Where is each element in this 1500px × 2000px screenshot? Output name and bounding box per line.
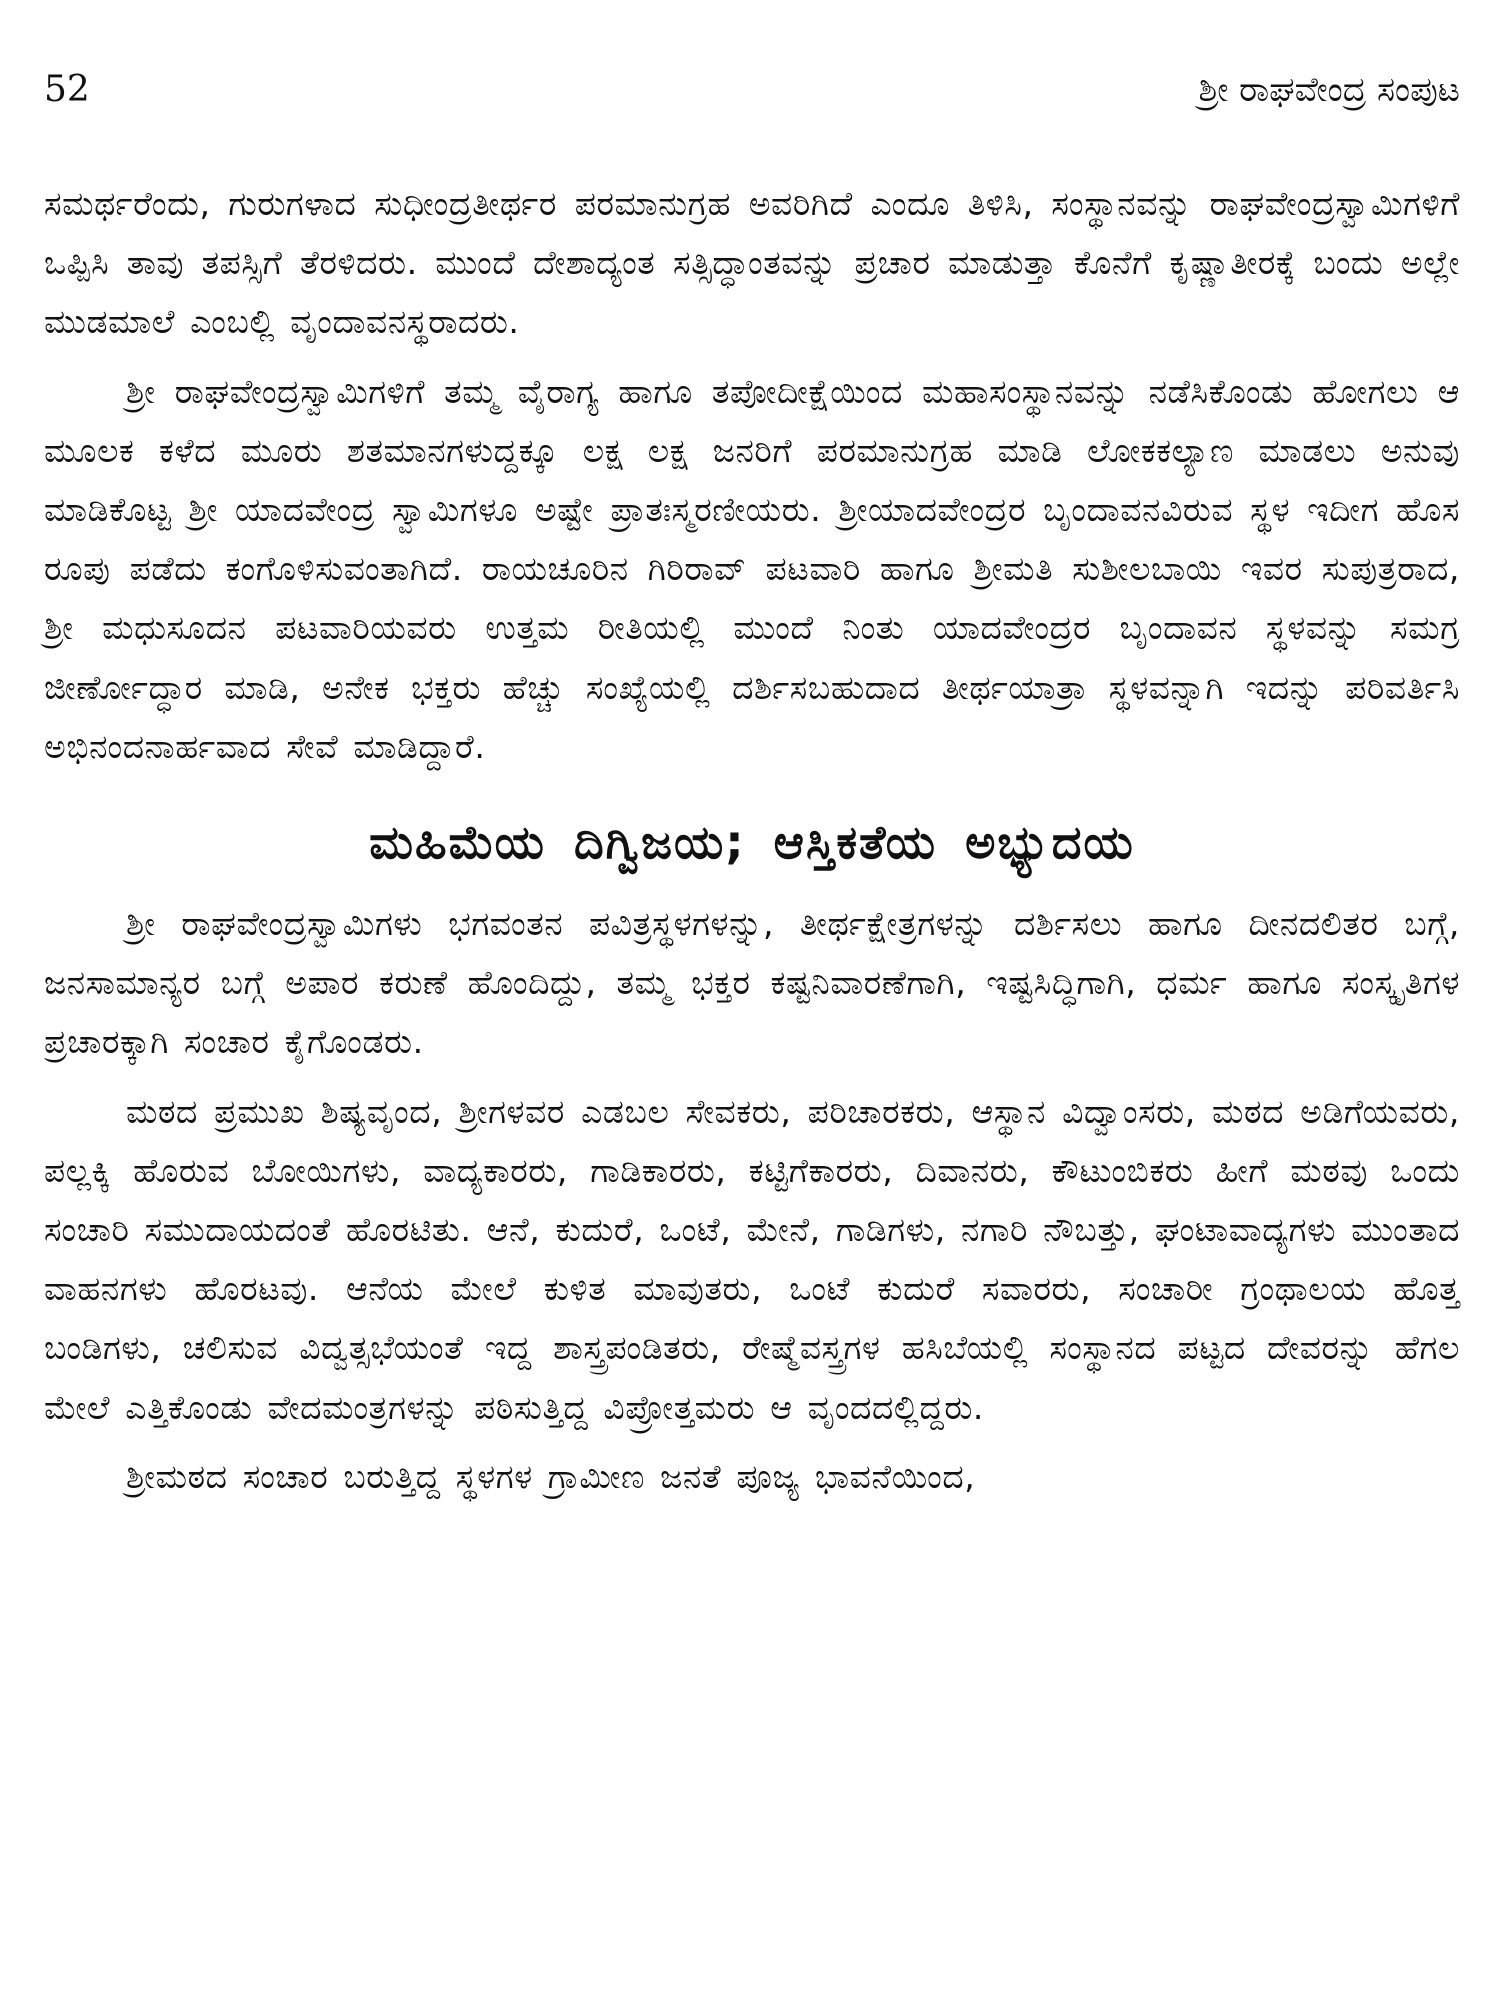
- page-header: [44, 69, 1460, 136]
- running-title: ಶ್ರೀ ರಾಘವೇಂದ್ರ ಸಂಪುಟ: [1198, 70, 1460, 110]
- section-heading: ಮಹಿಮೆಯ ದಿಗ್ವಿಜಯ; ಆಸ್ತಿಕತೆಯ ಅಭ್ಯುದಯ: [369, 815, 1135, 870]
- paragraph-procession: ಮಠದ ಪ್ರಮುಖ ಶಿಷ್ಯವೃಂದ, ಶ್ರೀಗಳವರ ಎಡಬಲ ಸೇವಕರು, ಪರಿಚಾರಕರು, ಆಸ್ಥಾನ ವಿದ್ವಾಂಸರು, ಮಠದ ಅಡಿಗೆಯವರು, ಪಲ್ಲಕ್ಕಿ ಹೊರುವ ಬೋಯಿಗಳು, ವಾದ್ಯಕಾರರು, ಗಾಡಿಕಾರರು, ಕಟ್ಟಿಗೆಕಾರರು, ದಿವಾನರು, ಕೌಟುಂಬಿಕರು ಹೀಗೆ ಮಠವು ಒಂದು ಸಂಚಾರಿ ಸಮುದಾಯದಂತೆ ಹೊರಟಿತು. ಆನೆ, ಕುದುರೆ, ಒಂಟೆ, ಮೇನೆ, ಗಾಡಿಗಳು, ನಗಾರಿ ನೌಬತ್ತು, ಘಂಟಾವಾದ್ಯಗಳು ಮುಂತಾದ ವಾಹನಗಳು ಹೊರಟವು. ಆನೆಯ ಮೇಲೆ ಕುಳಿತ ಮಾವುತರು, ಒಂಟೆ ಕುದುರೆ ಸವಾರರು, ಸಂಚಾರೀ ಗ್ರಂಥಾಲಯ ಹೊತ್ತ ಬಂಡಿಗಳು, ಚಲಿಸುವ ವಿದ್ವತ್ಸಭೆಯಂತೆ ಇದ್ದ ಶಾಸ್ತ್ರಪಂಡಿತರು, ರೇಷ್ಮೆವಸ್ತ್ರಗಳ ಹಸಿಬೆಯಲ್ಲಿ ಸಂಸ್ಥಾನದ ಪಟ್ಟದ ದೇವರನ್ನು ಹೆಗಲ ಮೇಲೆ ಎತ್ತಿಕೊಂಡು ವೇದಮಂತ್ರಗಳನ್ನು ಪಠಿಸುತ್ತಿದ್ದ ವಿಪ್ರೋತ್ತಮರು ಆ ವೃಂದದಲ್ಲಿದ್ದರು.: [44, 1091, 1460, 1427]
- paragraph-pilgrimage: ಶ್ರೀ ರಾಘವೇಂದ್ರಸ್ವಾಮಿಗಳು ಭಗವಂತನ ಪವಿತ್ರಸ್ಥಳಗಳನ್ನು, ತೀರ್ಥಕ್ಷೇತ್ರಗಳನ್ನು ದರ್ಶಿಸಲು ಹಾಗೂ ದೀನದಲಿತರ ಬಗ್ಗೆ, ಜನಸಾಮಾನ್ಯರ ಬಗ್ಗೆ ಅಪಾರ ಕರುಣೆ ಹೊಂದಿದ್ದು, ತಮ್ಮ ಭಕ್ತರ ಕಷ್ಟನಿವಾರಣೆಗಾಗಿ, ಇಷ್ಟಸಿದ್ಧಿಗಾಗಿ, ಧರ್ಮ ಹಾಗೂ ಸಂಸ್ಕೃತಿಗಳ ಪ್ರಚಾರಕ್ಕಾಗಿ ಸಂಚಾರ ಕೈಗೊಂಡರು.: [44, 904, 1460, 1062]
- section-digvijaya: [44, 894, 1460, 1506]
- paragraph-continuation: ಸಮರ್ಥರೆಂದು, ಗುರುಗಳಾದ ಸುಧೀಂದ್ರತೀರ್ಥರ ಪರಮಾನುಗ್ರಹ ಅವರಿಗಿದೆ ಎಂದೂ ತಿಳಿಸಿ, ಸಂಸ್ಥಾನವನ್ನು ರಾಘವೇಂದ್ರಸ್ವಾಮಿಗಳಿಗೆ ಒಪ್ಪಿಸಿ ತಾವು ತಪಸ್ಸಿಗೆ ತೆರಳಿದರು. ಮುಂದೆ ದೇಶಾದ್ಯಂತ ಸತ್ಸಿದ್ಧಾಂತವನ್ನು ಪ್ರಚಾರ ಮಾಡುತ್ತಾ ಕೊನೆಗೆ ಕೃಷ್ಣಾತೀರಕ್ಕೆ ಬಂದು ಅಲ್ಲೇ ಮುಡಮಾಲೆ ಎಂಬಲ್ಲಿ ವೃಂದಾವನಸ್ಥರಾದರು.: [44, 184, 1460, 342]
- section-continuation: [44, 174, 1460, 776]
- page-number: 52: [44, 69, 90, 110]
- paragraph-yadavendra: ಶ್ರೀ ರಾಘವೇಂದ್ರಸ್ವಾಮಿಗಳಿಗೆ ತಮ್ಮ ವೈರಾಗ್ಯ ಹಾಗೂ ತಪೋದೀಕ್ಷೆಯಿಂದ ಮಹಾಸಂಸ್ಥಾನವನ್ನು ನಡೆಸಿಕೊಂಡು ಹೋಗಲು ಆ ಮೂಲಕ ಕಳೆದ ಮೂರು ಶತಮಾನಗಳುದ್ದಕ್ಕೂ ಲಕ್ಷ ಲಕ್ಷ ಜನರಿಗೆ ಪರಮಾನುಗ್ರಹ ಮಾಡಿ ಲೋಕಕಲ್ಯಾಣ ಮಾಡಲು ಅನುವು ಮಾಡಿಕೊಟ್ಟ ಶ್ರೀ ಯಾದವೇಂದ್ರ ಸ್ವಾಮಿಗಳೂ ಅಷ್ಟೇ ಪ್ರಾತಃಸ್ಮರಣೀಯರು. ಶ್ರೀಯಾದವೇಂದ್ರರ ಬೃಂದಾವನವಿರುವ ಸ್ಥಳ ಇದೀಗ ಹೊಸ ರೂಪು ಪಡೆದು ಕಂಗೊಳಿಸುವಂತಾಗಿದೆ. ರಾಯಚೂರಿನ ಗಿರಿರಾವ್ ಪಟವಾರಿ ಹಾಗೂ ಶ್ರೀಮತಿ ಸುಶೀಲಬಾಯಿ ಇವರ ಸುಪುತ್ರರಾದ, ಶ್ರೀ ಮಧುಸೂದನ ಪಟವಾರಿಯವರು ಉತ್ತಮ ರೀತಿಯಲ್ಲಿ ಮುಂದೆ ನಿಂತು ಯಾದವೇಂದ್ರರ ಬೃಂದಾವನ ಸ್ಥಳವನ್ನು ಸಮಗ್ರ ಜೀರ್ಣೋದ್ಧಾರ ಮಾಡಿ, ಅನೇಕ ಭಕ್ತರು ಹೆಚ್ಚು ಸಂಖ್ಯೆಯಲ್ಲಿ ದರ್ಶಿಸಬಹುದಾದ ತೀರ್ಥಯಾತ್ರಾ ಸ್ಥಳವನ್ನಾಗಿ ಇದನ್ನು ಪರಿವರ್ತಿಸಿ ಅಭಿನಂದನಾರ್ಹವಾದ ಸೇವೆ ಮಾಡಿದ್ದಾರೆ.: [44, 371, 1460, 766]
- paragraph-villagers: ಶ್ರೀಮಠದ ಸಂಚಾರ ಬರುತ್ತಿದ್ದ ಸ್ಥಳಗಳ ಗ್ರಾಮೀಣ ಜನತೆ ಪೂಜ್ಯ ಭಾವನೆಯಿಂದ,: [126, 1456, 976, 1496]
